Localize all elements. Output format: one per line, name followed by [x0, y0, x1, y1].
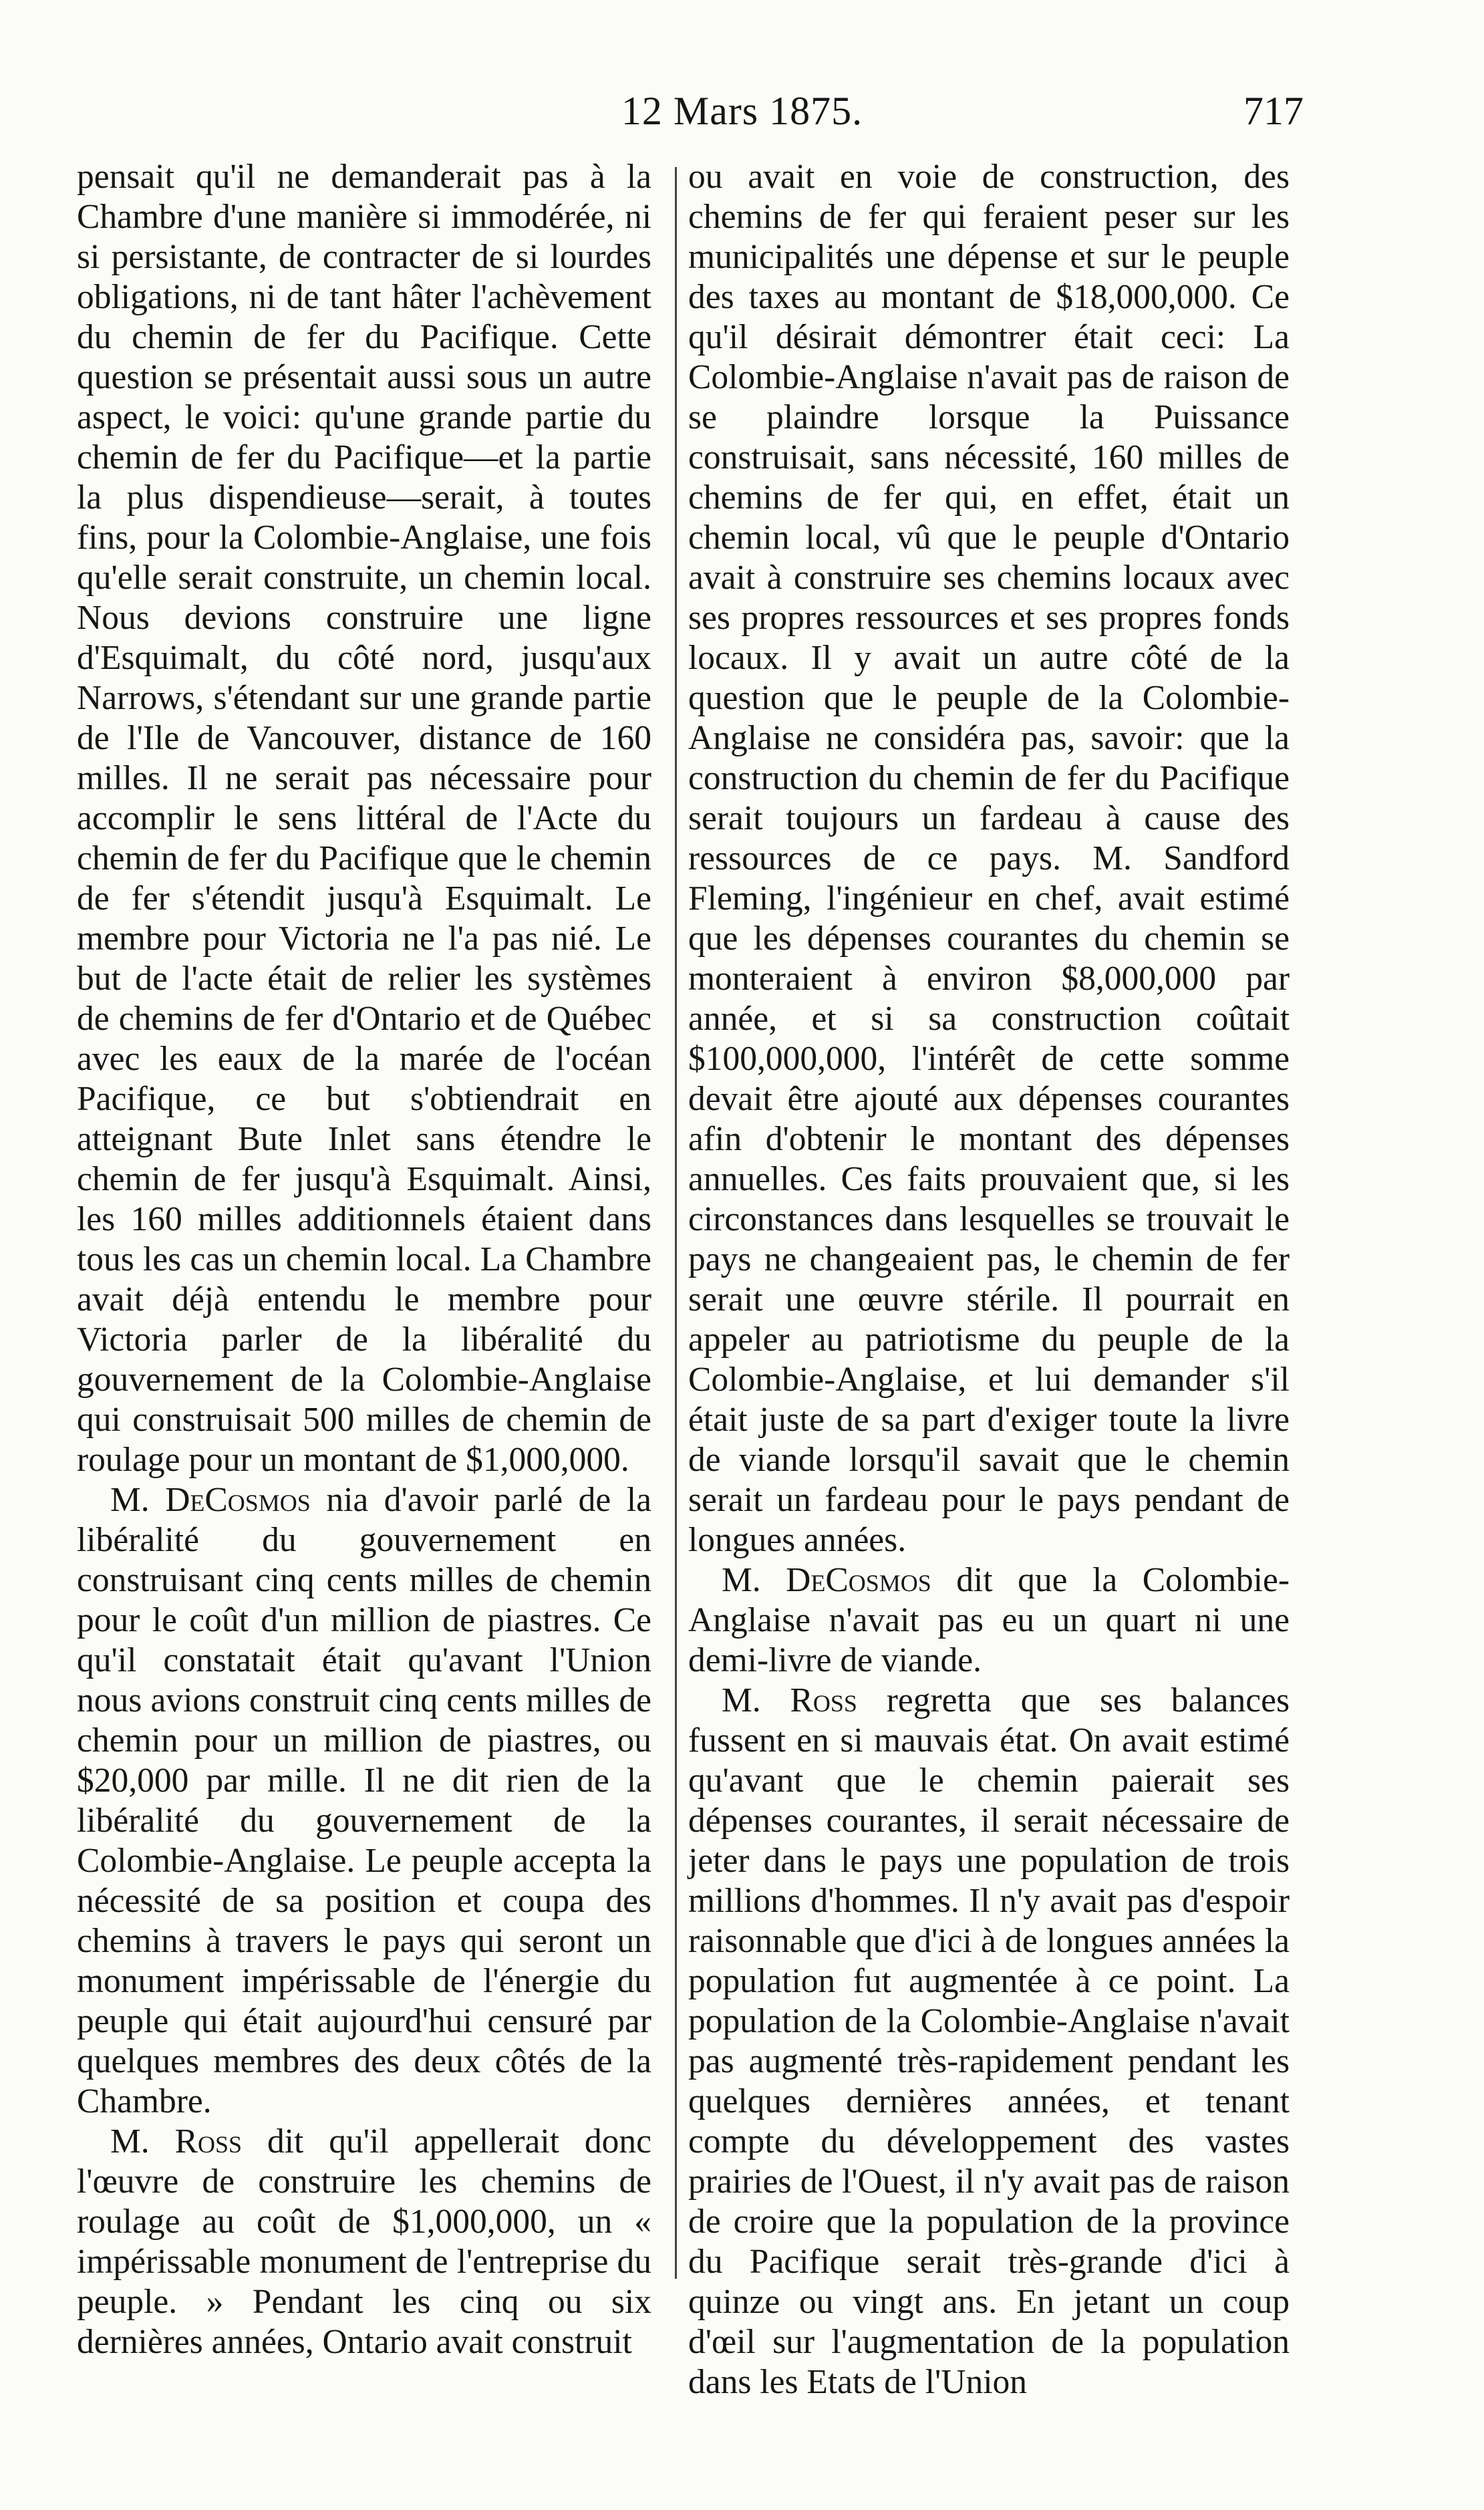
paragraph-text: dit que la Colombie-Anglaise n'avait pas eu un quart ni une demi-livre de viande. — [688, 1561, 1290, 1679]
speaker-name: M. DeCosmos — [110, 1481, 311, 1519]
paragraph: pensait qu'il ne demanderait pas à la Chambre d'une manière si immodérée, ni si persistante, de contracter de si lourdes obligations, ni de tant hâter l'achèvement du chemin de fer du Pacifique. Cette question se présentait aussi sous un autre aspect, le voici: qu'une grande partie du chemin de fer du Pacifique—et la partie la plus dispendieuse—serait, à toutes fins, pour la Colombie-Anglaise, une fois qu'elle serait construite, un chemin local. Nous devions construire une ligne d'Esquimalt, du côté nord, jusqu'aux Narrows, s'étendant sur une grande partie de l'Ile de Vancouver, distance de 160 milles. Il ne serait pas nécessaire pour accomplir le sens littéral de l'Acte du chemin de fer du Pacifique que le chemin de fer s'étendit jusqu'à Esquimalt. Le membre pour Victoria ne l'a pas nié. Le but de l'acte était de relier les systèmes de chemins de fer d'Ontario et de Québec avec les eaux de la marée de l'océan Pacifique, ce but s'obtiendrait en atteignant Bute Inlet sans étendre le chemin de fer jusqu'à Esquimalt. Ainsi, les 160 milles additionnels étaient dans tous les cas un chemin local. La Chambre avait déjà entendu le membre pour Victoria parler de la libéralité du gouvernement de la Colombie-Anglaise qui construisait 500 milles de chemin de roulage pour un montant de $1,000,000. — [77, 158, 651, 1479]
left-column — [77, 157, 651, 2362]
paragraph — [77, 2122, 651, 2362]
paragraph — [77, 1480, 651, 2122]
paragraph-text: nia d'avoir parlé de la libéralité du gouvernement en construisant cinq cents milles de chemin pour le coût d'un million de piastres. Ce qu'il constatait était qu'avant l'Union nous avions construit cinq cents milles de chemin pour un million de piastres, ou $20,000 par mille. Il ne dit rien de la libéralité du gouvernement de la Colombie-Anglaise. Le peuple accepta la nécessité de sa position et coupa des chemins à travers le pays qui seront un monument impérissable de l'énergie du peuple qui était aujourd'hui censuré par quelques membres des deux côtés de la Chambre. — [77, 1481, 651, 2120]
paragraph-text: regretta que ses balances fussent en si mauvais état. On avait estimé qu'avant que le chemin paierait ses dépenses courantes, il serait nécessaire de jeter dans le pays une population de trois millions d'hommes. Il n'y avait pas d'espoir raisonnable que d'ici à de longues années la population fut augmentée à ce point. La population de la Colombie-Anglaise n'avait pas augmenté très-rapidement pendant les quelques dernières années, et tenant compte du développement des vastes prairies de l'Ouest, il n'y avait pas de raison de croire que la population de la province du Pacifique serait très-grande d'ici à quinze ou vingt ans. En jetant un coup d'œil sur l'augmentation de la population dans les Etats de l'Union — [688, 1681, 1290, 2401]
speaker-name: M. Ross — [722, 1681, 857, 1719]
page-header — [0, 82, 1484, 155]
page-number: 717 — [1243, 89, 1304, 133]
speaker-name: M. DeCosmos — [722, 1561, 931, 1599]
right-column — [688, 157, 1290, 2402]
paragraph-text: dit qu'il appellerait donc l'œuvre de construire les chemins de roulage au coût de $1,000,000, un « impérissable monument de l'entreprise du peuple. » Pendant les cinq ou six dernières années, Ontario avait construit — [77, 2122, 652, 2361]
column-divider — [675, 167, 677, 2279]
paragraph — [688, 1681, 1290, 2402]
paragraph — [688, 1560, 1290, 1681]
page-date: 12 Mars 1875. — [621, 89, 863, 133]
paragraph: ou avait en voie de construction, des chemins de fer qui feraient peser sur les municipalités une dépense et sur le peuple des taxes au montant de $18,000,000. Ce qu'il désirait démontrer était ceci: La Colombie-Anglaise n'avait pas de raison de se plaindre lorsque la Puissance construisait, sans nécessité, 160 milles de chemins de fer qui, en effet, était un chemin local, vû que le peuple d'Ontario avait à construire ses chemins locaux avec ses propres ressources et ses propres fonds locaux. Il y avait un autre côté de la question que le peuple de la Colombie-Anglaise ne considéra pas, savoir: que la construction du chemin de fer du Pacifique serait toujours un fardeau à cause des ressources de ce pays. M. Sandford Fleming, l'ingénieur en chef, avait estimé que les dépenses courantes du chemin se monteraient à environ $8,000,000 par année, et si sa construction coûtait $100,000,000, l'intérêt de cette somme devait être ajouté aux dépenses courantes afin d'obtenir le montant des dépenses annuelles. Ces faits prouvaient que, si les circonstances dans lesquelles se trouvait le pays ne changeaient pas, le chemin de fer serait une œuvre stérile. Il pourrait en appeler au patriotisme du peuple de la Colombie-Anglaise, et lui demander s'il était juste de sa part d'exiger toute la livre de viande lorsqu'il savait que le chemin serait un fardeau pour le pays pendant de longues années. — [688, 158, 1290, 1559]
speaker-name: M. Ross — [110, 2122, 243, 2160]
